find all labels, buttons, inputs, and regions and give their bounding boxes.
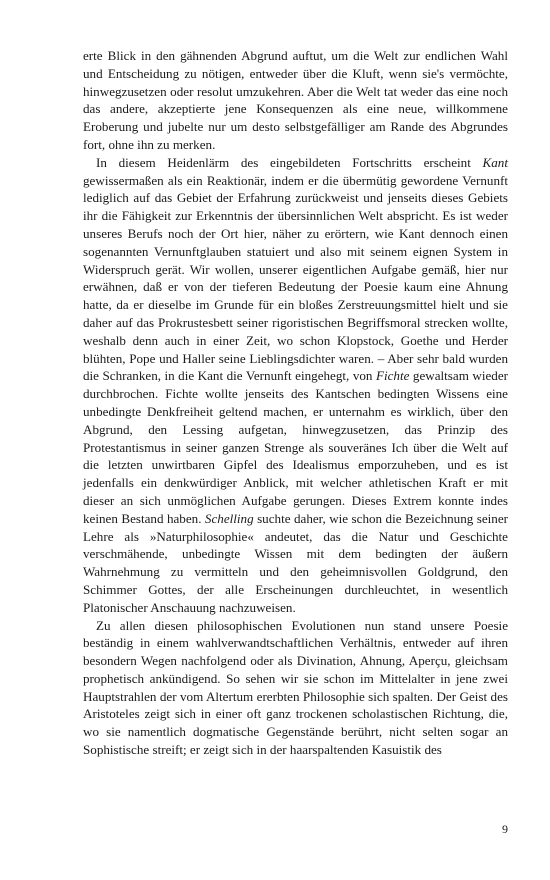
page-number: 9 — [502, 822, 508, 836]
paragraph — [83, 47, 508, 154]
text-segment: suchte daher, wie schon die Bezeichnung seiner Lehre als »Naturphilosophie« andeutet, das die Natur und Geschichte verschmähende, unbedingte Wissen mit dem bedingten der äußern Wahrnehmung zu vermitteln und den geheimnisvollen Goldgrund, den Schimmer Gottes, der alle Erscheinungen durchleuchtet, in wesentlich Platonischer Anschauung nachzuweisen. — [83, 510, 508, 615]
paragraph — [83, 617, 508, 759]
text-segment: Zu allen diesen philosophischen Evolutionen nun stand unsere Poesie beständig in einem wahlverwandtschaftlichen Verhältnis, entweder auf ihren besondern Wegen nachfolgend oder als Divination, Ahnung, Aperçu, gleichsam prophetisch ankündigend. So sehen wir sie schon im Mittelalter in jene zwei Hauptstrahlen der vom Altertum ererbten Philosophie sich spalten. Der Geist des Aristoteles zeigt sich in einer oft ganz trockenen scholastischen Richtung, die, wo sie namentlich dogmatische Gegenstände berührt, nicht selten sogar an Sophistische streift; er zeigt sich in der haarspaltenden Kasuistik des — [83, 617, 508, 758]
italic-name: Schelling — [204, 510, 254, 526]
document-page — [83, 47, 508, 759]
text-segment: erte Blick in den gähnenden Abgrund auftut, um die Welt zur endlichen Wahl und Entscheidung zu nötigen, entweder über die Kluft, wenn sie's vermöchte, hinwegzusetzen oder resolut umzukehren. Aber die Welt tat weder das eine noch das andere, akzeptierte jene Konsequenzen als eine neue, willkommene Eroberung und jubelte nur um desto selbstgefälliger am Rande des Abgrundes fort, ohne ihn zu merken. — [83, 48, 508, 152]
text-segment: In diesem Heidenlärm des eingebildeten Fortschritts erscheint — [96, 154, 483, 170]
text-segment: gewissermaßen als ein Reaktionär, indem er die übermütig gewordene Vernunft lediglich auf das Gebiet der Erfahrung zurückweist und jenseits dieses Gebiets ihr die Fähigkeit zur Erkenntnis der übersinnlichen Welt abspricht. Es ist weder unseres Berufs noch der Ort hier, näher zu erörtern, wie Kant dennoch einen sogenannten Vernunftglauben statuiert und also mit seinem eignen System in Widerspruch gerät. Wir wollen, unserer eigentlichen Aufgabe gemäß, hier nur erwähnen, daß er von der tieferen Bedeutung der Poesie kaum eine Ahnung hatte, da er dieselbe im Grunde für ein bloßes Zerstreuungsmittel hielt und sie daher auf das Prokrustesbett seiner rigoristischen Begriffsmoral strecken wollte, weshalb denn auch in einer Zeit, wo schon Klopstock, Goethe und Herder blühten, Pope und Haller seine Lieblingsdichter waren. – Aber sehr bald wurden die Schranken, in die Kant die Vernunft eingehegt, von — [83, 172, 508, 384]
italic-name: Kant — [482, 154, 508, 170]
paragraph — [83, 154, 508, 617]
italic-name: Fichte — [375, 368, 410, 384]
text-segment: gewaltsam wieder durchbrochen. Fichte wollte jenseits des Kantschen bedingten Wissens eine unbedingte Denkfreiheit geltend machen, er unternahm es wirklich, über den Abgrund, den Lessing aufgetan, hinwegzusetzen, das Prinzip des Protestantismus in seiner ganzen Strenge als souveränes Ich über die Welt auf die letzten unwirtbaren Gipfel des Idealismus emporzuheben, und es ist jedenfalls ein denkwürdiger Anblick, mit welcher athletischen Kraft er mit dieser an sich unmöglichen Aufgabe gerungen. Dieses Extrem konnte indes keinen Bestand haben. — [83, 368, 509, 526]
